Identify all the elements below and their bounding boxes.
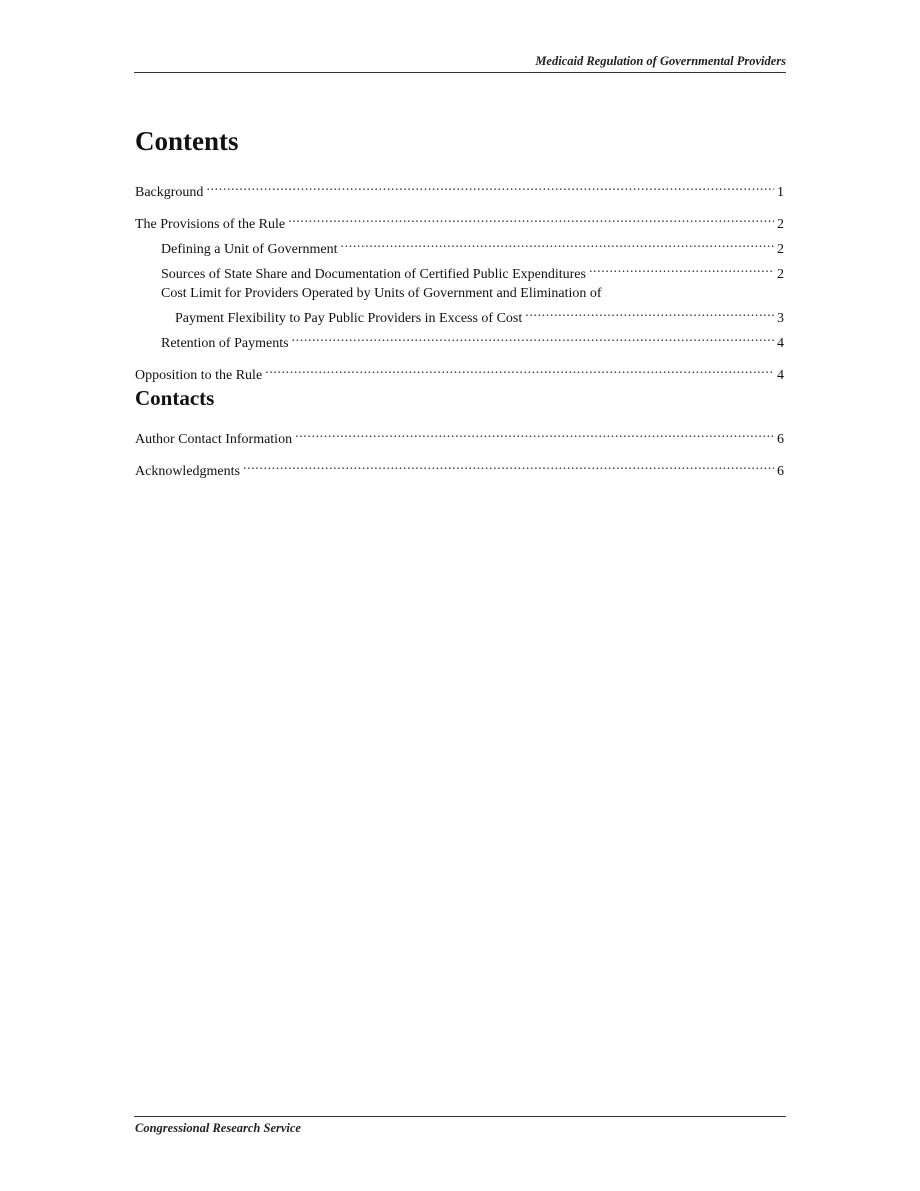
toc-page-number: 4 [777,336,784,351]
dot-leader [288,209,774,228]
toc-entry-sources-of-state-share[interactable] [135,259,784,284]
toc-entry-acknowledgments[interactable] [135,456,784,481]
toc-page-number: 2 [777,242,784,257]
toc-page-number: 4 [777,368,784,383]
toc-page-number: 6 [777,464,784,479]
dot-leader [341,234,774,253]
dot-leader [295,424,774,443]
toc-entry-cost-limit[interactable] [135,284,784,303]
toc-entry-text: Retention of Payments [161,336,289,351]
toc-page-number: 2 [777,267,784,282]
header-divider [134,72,786,73]
contents-title: Contents [135,126,239,156]
dot-leader [206,177,774,196]
toc-entry-text: Defining a Unit of Government [161,242,338,257]
toc-entry-text: Cost Limit for Providers Operated by Units of Government and Elimination of [161,286,602,301]
toc-entry-cost-limit-continued[interactable] [135,303,784,328]
toc-entry-text: The Provisions of the Rule [135,217,286,232]
dot-leader [292,328,774,347]
toc-page-number: 1 [777,185,784,200]
toc-entry-text-continued: Payment Flexibility to Pay Public Providers in Excess of Cost [175,311,523,326]
contents-list [135,177,784,392]
toc-entry-retention-of-payments[interactable] [135,328,784,353]
footer-divider [134,1116,786,1117]
toc-entry-provisions[interactable] [135,209,784,234]
running-header: Medicaid Regulation of Governmental Providers [535,54,786,68]
toc-entry-opposition[interactable] [135,360,784,385]
toc-entry-text: Background [135,185,204,200]
dot-leader [525,303,774,322]
toc-entry-text: Acknowledgments [135,464,240,479]
toc-entry-text: Sources of State Share and Documentation of Certified Public Expenditures [161,267,586,282]
toc-entry-text: Opposition to the Rule [135,368,263,383]
toc-page-number: 2 [777,217,784,232]
contacts-title: Contacts [135,386,215,410]
toc-page-number: 3 [777,311,784,326]
toc-entry-text: Author Contact Information [135,432,293,447]
dot-leader [243,456,774,475]
toc-page-number: 6 [777,432,784,447]
contacts-list [135,424,784,488]
running-footer: Congressional Research Service [135,1121,301,1135]
toc-entry-background[interactable] [135,177,784,202]
toc-entry-unit-of-government[interactable] [135,234,784,259]
dot-leader [265,360,774,379]
toc-entry-author-contact[interactable] [135,424,784,449]
dot-leader [589,259,774,278]
